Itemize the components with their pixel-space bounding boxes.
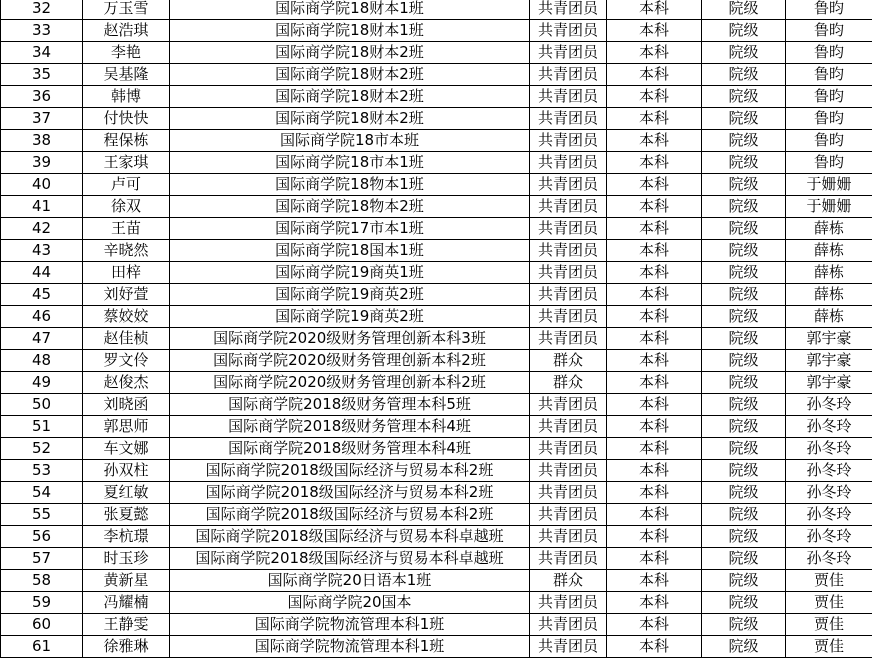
student-name-cell: 李艳 — [83, 42, 170, 64]
table-row — [1, 42, 872, 64]
advisor-name-cell: 薛栋 — [786, 240, 872, 262]
student-name-cell: 车文娜 — [83, 438, 170, 460]
student-name-cell: 徐双 — [83, 196, 170, 218]
political-status-cell: 共青团员 — [530, 284, 607, 306]
student-name-cell: 吴基隆 — [83, 64, 170, 86]
class-name-cell: 国际商学院2018级国际经济与贸易本科2班 — [170, 482, 530, 504]
education-level-cell: 本科 — [607, 86, 702, 108]
row-number-cell: 61 — [1, 636, 83, 658]
education-level-cell: 本科 — [607, 328, 702, 350]
award-level-cell: 院级 — [702, 174, 786, 196]
student-name-cell: 郭思师 — [83, 416, 170, 438]
row-number-cell: 41 — [1, 196, 83, 218]
student-name-cell: 赵俊杰 — [83, 372, 170, 394]
row-number-cell: 42 — [1, 218, 83, 240]
table-row — [1, 350, 872, 372]
advisor-name-cell: 孙冬玲 — [786, 394, 872, 416]
award-level-cell: 院级 — [702, 394, 786, 416]
student-name-cell: 田梓 — [83, 262, 170, 284]
education-level-cell: 本科 — [607, 240, 702, 262]
political-status-cell: 共青团员 — [530, 328, 607, 350]
table-row — [1, 570, 872, 592]
student-name-cell: 黄新星 — [83, 570, 170, 592]
education-level-cell: 本科 — [607, 42, 702, 64]
award-level-cell: 院级 — [702, 218, 786, 240]
class-name-cell: 国际商学院18财本1班 — [170, 20, 530, 42]
row-number-cell: 46 — [1, 306, 83, 328]
advisor-name-cell: 于姗姗 — [786, 196, 872, 218]
political-status-cell: 群众 — [530, 570, 607, 592]
advisor-name-cell: 贾佳 — [786, 614, 872, 636]
advisor-name-cell: 鲁昀 — [786, 86, 872, 108]
table-row — [1, 548, 872, 570]
education-level-cell: 本科 — [607, 482, 702, 504]
table-row — [1, 614, 872, 636]
class-name-cell: 国际商学院2020级财务管理创新本科2班 — [170, 350, 530, 372]
award-level-cell: 院级 — [702, 570, 786, 592]
advisor-name-cell: 郭宇豪 — [786, 350, 872, 372]
class-name-cell: 国际商学院2018级国际经济与贸易本科卓越班 — [170, 526, 530, 548]
award-level-cell: 院级 — [702, 526, 786, 548]
row-number-cell: 37 — [1, 108, 83, 130]
table-row — [1, 0, 872, 20]
political-status-cell: 共青团员 — [530, 636, 607, 658]
education-level-cell: 本科 — [607, 306, 702, 328]
class-name-cell: 国际商学院2018级财务管理本科5班 — [170, 394, 530, 416]
table-row — [1, 284, 872, 306]
education-level-cell: 本科 — [607, 152, 702, 174]
row-number-cell: 36 — [1, 86, 83, 108]
advisor-name-cell: 郭宇豪 — [786, 328, 872, 350]
education-level-cell: 本科 — [607, 636, 702, 658]
class-name-cell: 国际商学院18财本2班 — [170, 86, 530, 108]
student-name-cell: 辛晓然 — [83, 240, 170, 262]
political-status-cell: 共青团员 — [530, 240, 607, 262]
table-row — [1, 20, 872, 42]
student-name-cell: 刘妤萱 — [83, 284, 170, 306]
education-level-cell: 本科 — [607, 438, 702, 460]
table-row — [1, 592, 872, 614]
political-status-cell: 共青团员 — [530, 152, 607, 174]
class-name-cell: 国际商学院2018级国际经济与贸易本科2班 — [170, 460, 530, 482]
award-level-cell: 院级 — [702, 42, 786, 64]
row-number-cell: 58 — [1, 570, 83, 592]
class-name-cell: 国际商学院2020级财务管理创新本科2班 — [170, 372, 530, 394]
award-level-cell: 院级 — [702, 86, 786, 108]
advisor-name-cell: 孙冬玲 — [786, 526, 872, 548]
student-name-cell: 李杭璟 — [83, 526, 170, 548]
table-row — [1, 196, 872, 218]
political-status-cell: 共青团员 — [530, 108, 607, 130]
row-number-cell: 49 — [1, 372, 83, 394]
advisor-name-cell: 贾佳 — [786, 636, 872, 658]
row-number-cell: 40 — [1, 174, 83, 196]
award-level-cell: 院级 — [702, 548, 786, 570]
row-number-cell: 51 — [1, 416, 83, 438]
education-level-cell: 本科 — [607, 416, 702, 438]
class-name-cell: 国际商学院2018级国际经济与贸易本科卓越班 — [170, 548, 530, 570]
advisor-name-cell: 孙冬玲 — [786, 416, 872, 438]
political-status-cell: 共青团员 — [530, 592, 607, 614]
political-status-cell: 共青团员 — [530, 174, 607, 196]
political-status-cell: 共青团员 — [530, 20, 607, 42]
advisor-name-cell: 孙冬玲 — [786, 460, 872, 482]
advisor-name-cell: 郭宇豪 — [786, 372, 872, 394]
political-status-cell: 共青团员 — [530, 548, 607, 570]
award-level-cell: 院级 — [702, 416, 786, 438]
student-name-cell: 蔡姣姣 — [83, 306, 170, 328]
row-number-cell: 35 — [1, 64, 83, 86]
row-number-cell: 32 — [1, 0, 83, 20]
student-name-cell: 王静雯 — [83, 614, 170, 636]
education-level-cell: 本科 — [607, 262, 702, 284]
row-number-cell: 34 — [1, 42, 83, 64]
class-name-cell: 国际商学院物流管理本科1班 — [170, 614, 530, 636]
education-level-cell: 本科 — [607, 108, 702, 130]
award-level-cell: 院级 — [702, 240, 786, 262]
row-number-cell: 47 — [1, 328, 83, 350]
table-row — [1, 438, 872, 460]
student-name-cell: 时玉珍 — [83, 548, 170, 570]
table-row — [1, 262, 872, 284]
class-name-cell: 国际商学院20国本 — [170, 592, 530, 614]
advisor-name-cell: 鲁昀 — [786, 20, 872, 42]
education-level-cell: 本科 — [607, 592, 702, 614]
row-number-cell: 57 — [1, 548, 83, 570]
row-number-cell: 48 — [1, 350, 83, 372]
advisor-name-cell: 鲁昀 — [786, 0, 872, 20]
class-name-cell: 国际商学院2018级财务管理本科4班 — [170, 438, 530, 460]
advisor-name-cell: 薛栋 — [786, 284, 872, 306]
table-row — [1, 328, 872, 350]
political-status-cell: 共青团员 — [530, 86, 607, 108]
advisor-name-cell: 鲁昀 — [786, 108, 872, 130]
political-status-cell: 群众 — [530, 372, 607, 394]
class-name-cell: 国际商学院19商英1班 — [170, 262, 530, 284]
political-status-cell: 共青团员 — [530, 482, 607, 504]
advisor-name-cell: 鲁昀 — [786, 130, 872, 152]
education-level-cell: 本科 — [607, 460, 702, 482]
education-level-cell: 本科 — [607, 614, 702, 636]
student-name-cell: 夏红敏 — [83, 482, 170, 504]
award-level-cell: 院级 — [702, 108, 786, 130]
advisor-name-cell: 薛栋 — [786, 306, 872, 328]
award-level-cell: 院级 — [702, 372, 786, 394]
political-status-cell: 共青团员 — [530, 64, 607, 86]
table-row — [1, 130, 872, 152]
advisor-name-cell: 孙冬玲 — [786, 482, 872, 504]
award-level-cell: 院级 — [702, 636, 786, 658]
table-row — [1, 416, 872, 438]
row-number-cell: 52 — [1, 438, 83, 460]
political-status-cell: 共青团员 — [530, 218, 607, 240]
class-name-cell: 国际商学院18市本班 — [170, 130, 530, 152]
student-name-cell: 万玉雪 — [83, 0, 170, 20]
table-row — [1, 108, 872, 130]
education-level-cell: 本科 — [607, 350, 702, 372]
row-number-cell: 39 — [1, 152, 83, 174]
advisor-name-cell: 贾佳 — [786, 592, 872, 614]
roster-body — [1, 0, 872, 658]
table-row — [1, 526, 872, 548]
advisor-name-cell: 鲁昀 — [786, 152, 872, 174]
advisor-name-cell: 孙冬玲 — [786, 504, 872, 526]
row-number-cell: 44 — [1, 262, 83, 284]
advisor-name-cell: 贾佳 — [786, 570, 872, 592]
class-name-cell: 国际商学院18物本2班 — [170, 196, 530, 218]
student-name-cell: 张夏懿 — [83, 504, 170, 526]
advisor-name-cell: 薛栋 — [786, 262, 872, 284]
political-status-cell: 共青团员 — [530, 394, 607, 416]
row-number-cell: 54 — [1, 482, 83, 504]
education-level-cell: 本科 — [607, 130, 702, 152]
row-number-cell: 33 — [1, 20, 83, 42]
award-level-cell: 院级 — [702, 460, 786, 482]
class-name-cell: 国际商学院18财本2班 — [170, 64, 530, 86]
award-level-cell: 院级 — [702, 350, 786, 372]
row-number-cell: 59 — [1, 592, 83, 614]
award-level-cell: 院级 — [702, 284, 786, 306]
education-level-cell: 本科 — [607, 284, 702, 306]
student-name-cell: 王家琪 — [83, 152, 170, 174]
student-name-cell: 徐雅琳 — [83, 636, 170, 658]
student-name-cell: 程保栋 — [83, 130, 170, 152]
table-row — [1, 86, 872, 108]
advisor-name-cell: 鲁昀 — [786, 64, 872, 86]
education-level-cell: 本科 — [607, 504, 702, 526]
education-level-cell: 本科 — [607, 394, 702, 416]
award-level-cell: 院级 — [702, 504, 786, 526]
table-row — [1, 482, 872, 504]
student-name-cell: 孙双柱 — [83, 460, 170, 482]
table-row — [1, 64, 872, 86]
advisor-name-cell: 孙冬玲 — [786, 548, 872, 570]
row-number-cell: 56 — [1, 526, 83, 548]
table-row — [1, 460, 872, 482]
table-row — [1, 218, 872, 240]
class-name-cell: 国际商学院2020级财务管理创新本科3班 — [170, 328, 530, 350]
student-name-cell: 韩博 — [83, 86, 170, 108]
award-level-cell: 院级 — [702, 262, 786, 284]
class-name-cell: 国际商学院18财本2班 — [170, 108, 530, 130]
class-name-cell: 国际商学院物流管理本科1班 — [170, 636, 530, 658]
political-status-cell: 共青团员 — [530, 614, 607, 636]
political-status-cell: 共青团员 — [530, 196, 607, 218]
table-row — [1, 636, 872, 658]
political-status-cell: 共青团员 — [530, 526, 607, 548]
award-level-cell: 院级 — [702, 64, 786, 86]
student-name-cell: 刘晓函 — [83, 394, 170, 416]
class-name-cell: 国际商学院20日语本1班 — [170, 570, 530, 592]
award-level-cell: 院级 — [702, 20, 786, 42]
political-status-cell: 共青团员 — [530, 306, 607, 328]
political-status-cell: 共青团员 — [530, 42, 607, 64]
table-row — [1, 306, 872, 328]
education-level-cell: 本科 — [607, 174, 702, 196]
class-name-cell: 国际商学院17市本1班 — [170, 218, 530, 240]
table-row — [1, 240, 872, 262]
political-status-cell: 共青团员 — [530, 130, 607, 152]
award-level-cell: 院级 — [702, 614, 786, 636]
advisor-name-cell: 孙冬玲 — [786, 438, 872, 460]
political-status-cell: 共青团员 — [530, 416, 607, 438]
table-row — [1, 394, 872, 416]
row-number-cell: 38 — [1, 130, 83, 152]
class-name-cell: 国际商学院2018级国际经济与贸易本科2班 — [170, 504, 530, 526]
award-level-cell: 院级 — [702, 306, 786, 328]
table-row — [1, 504, 872, 526]
award-level-cell: 院级 — [702, 196, 786, 218]
table-row — [1, 174, 872, 196]
political-status-cell: 群众 — [530, 350, 607, 372]
student-name-cell: 卢可 — [83, 174, 170, 196]
political-status-cell: 共青团员 — [530, 460, 607, 482]
award-level-cell: 院级 — [702, 482, 786, 504]
class-name-cell: 国际商学院18市本1班 — [170, 152, 530, 174]
education-level-cell: 本科 — [607, 196, 702, 218]
row-number-cell: 45 — [1, 284, 83, 306]
award-level-cell: 院级 — [702, 592, 786, 614]
award-level-cell: 院级 — [702, 152, 786, 174]
political-status-cell: 共青团员 — [530, 0, 607, 20]
advisor-name-cell: 鲁昀 — [786, 42, 872, 64]
education-level-cell: 本科 — [607, 570, 702, 592]
class-name-cell: 国际商学院18国本1班 — [170, 240, 530, 262]
education-level-cell: 本科 — [607, 526, 702, 548]
political-status-cell: 共青团员 — [530, 438, 607, 460]
advisor-name-cell: 于姗姗 — [786, 174, 872, 196]
student-name-cell: 赵佳桢 — [83, 328, 170, 350]
political-status-cell: 共青团员 — [530, 504, 607, 526]
education-level-cell: 本科 — [607, 20, 702, 42]
row-number-cell: 50 — [1, 394, 83, 416]
student-name-cell: 冯耀楠 — [83, 592, 170, 614]
row-number-cell: 43 — [1, 240, 83, 262]
class-name-cell: 国际商学院2018级财务管理本科4班 — [170, 416, 530, 438]
education-level-cell: 本科 — [607, 372, 702, 394]
row-number-cell: 55 — [1, 504, 83, 526]
class-name-cell: 国际商学院19商英2班 — [170, 306, 530, 328]
political-status-cell: 共青团员 — [530, 262, 607, 284]
award-level-cell: 院级 — [702, 130, 786, 152]
student-name-cell: 王苗 — [83, 218, 170, 240]
table-row — [1, 152, 872, 174]
row-number-cell: 60 — [1, 614, 83, 636]
award-level-cell: 院级 — [702, 328, 786, 350]
class-name-cell: 国际商学院18财本1班 — [170, 0, 530, 20]
class-name-cell: 国际商学院19商英2班 — [170, 284, 530, 306]
student-name-cell: 赵浩琪 — [83, 20, 170, 42]
advisor-name-cell: 薛栋 — [786, 218, 872, 240]
student-name-cell: 罗文伶 — [83, 350, 170, 372]
table-row — [1, 372, 872, 394]
class-name-cell: 国际商学院18物本1班 — [170, 174, 530, 196]
row-number-cell: 53 — [1, 460, 83, 482]
education-level-cell: 本科 — [607, 64, 702, 86]
education-level-cell: 本科 — [607, 0, 702, 20]
student-name-cell: 付快快 — [83, 108, 170, 130]
award-level-cell: 院级 — [702, 438, 786, 460]
education-level-cell: 本科 — [607, 218, 702, 240]
class-name-cell: 国际商学院18财本2班 — [170, 42, 530, 64]
education-level-cell: 本科 — [607, 548, 702, 570]
award-level-cell: 院级 — [702, 0, 786, 20]
